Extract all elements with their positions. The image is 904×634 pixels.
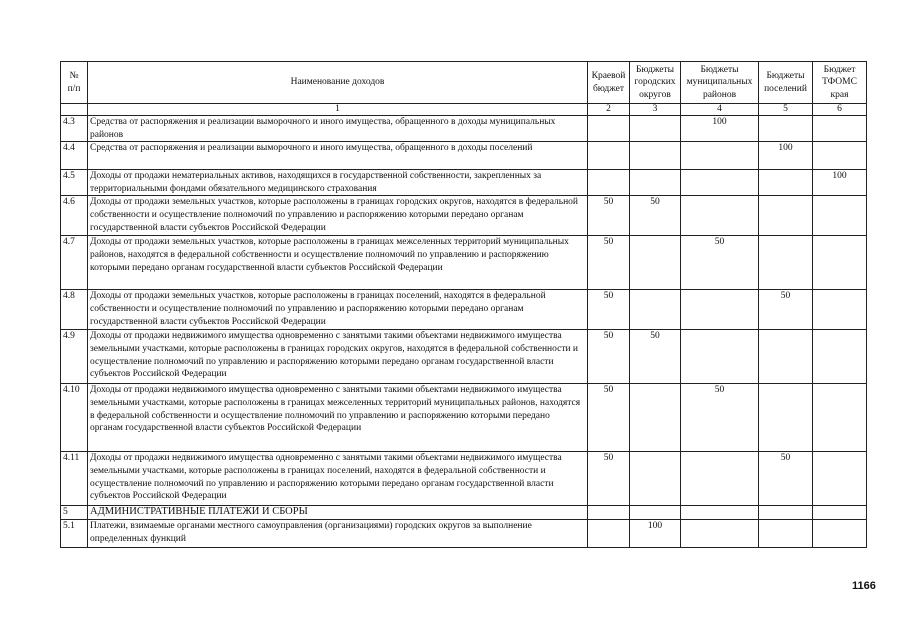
row-number: 5 <box>61 506 88 520</box>
tfoms-value <box>813 116 867 142</box>
tfoms-value <box>813 384 867 452</box>
municipal-value <box>681 196 759 236</box>
revenue-name: Доходы от продажи земельных участков, которые расположены в границах межселенных территорий муниципальных районов, находятся в федеральной собственности и осуществление полномочий по управлению и распоряжению которыми передано органам государственной власти субъектов Российской Федерации <box>88 236 588 290</box>
regional-value: 50 <box>588 384 630 452</box>
city-value <box>630 170 681 196</box>
column-number: 5 <box>759 104 813 116</box>
settlements-value: 50 <box>759 452 813 506</box>
row-number: 4.11 <box>61 452 88 506</box>
row-number: 4.6 <box>61 196 88 236</box>
municipal-value: 100 <box>681 116 759 142</box>
tfoms-value <box>813 290 867 330</box>
table-row <box>61 290 867 330</box>
table-row <box>61 236 867 290</box>
regional-value <box>588 142 630 170</box>
city-value <box>630 384 681 452</box>
row-number: 5.1 <box>61 520 88 548</box>
column-number: 3 <box>630 104 681 116</box>
revenue-name: Средства от распоряжения и реализации выморочного и иного имущества, обращенного в доходы муниципальных районов <box>88 116 588 142</box>
regional-value <box>588 506 630 520</box>
municipal-value <box>681 142 759 170</box>
column-number: 6 <box>813 104 867 116</box>
row-number: 4.9 <box>61 330 88 384</box>
city-value <box>630 236 681 290</box>
row-number: 4.7 <box>61 236 88 290</box>
table-row <box>61 330 867 384</box>
column-number: 4 <box>681 104 759 116</box>
revenue-name: Платежи, взимаемые органами местного самоуправления (организациями) городских округов за выполнение определенных функций <box>88 520 588 548</box>
revenue-distribution-table <box>60 61 867 548</box>
regional-value <box>588 116 630 142</box>
city-value: 100 <box>630 520 681 548</box>
regional-value <box>588 520 630 548</box>
tfoms-value <box>813 506 867 520</box>
regional-value <box>588 170 630 196</box>
revenue-name: Доходы от продажи нематериальных активов, находящихся в государственной собственности, закрепленных за территориальными фондами обязательного медицинского страхования <box>88 170 588 196</box>
municipal-value <box>681 170 759 196</box>
table-row <box>61 452 867 506</box>
table-header-row <box>61 62 867 104</box>
revenue-name: Доходы от продажи недвижимого имущества одновременно с занятыми такими объектами недвижимого имущества земельными участками, которые расположены в границах поселений, находятся в федеральной собственности и осуществление полномочий по управлению и распоряжению которыми передано органам государственной власти субъектов Российской Федерации <box>88 452 588 506</box>
tfoms-value <box>813 520 867 548</box>
header-municipal-budgets: Бюджеты муниципальных районов <box>681 62 759 104</box>
municipal-value: 50 <box>681 384 759 452</box>
city-value: 50 <box>630 330 681 384</box>
settlements-value: 50 <box>759 290 813 330</box>
column-numbers-row <box>61 104 867 116</box>
tfoms-value <box>813 196 867 236</box>
tfoms-value: 100 <box>813 170 867 196</box>
column-number <box>61 104 88 116</box>
table-row <box>61 142 867 170</box>
header-name: Наименование доходов <box>88 62 588 104</box>
regional-value: 50 <box>588 452 630 506</box>
header-regional-budget: Краевой бюджет <box>588 62 630 104</box>
settlements-value <box>759 330 813 384</box>
city-value <box>630 116 681 142</box>
city-value <box>630 142 681 170</box>
row-number: 4.10 <box>61 384 88 452</box>
table-row <box>61 506 867 520</box>
row-number: 4.4 <box>61 142 88 170</box>
row-number: 4.3 <box>61 116 88 142</box>
municipal-value <box>681 506 759 520</box>
city-value <box>630 506 681 520</box>
tfoms-value <box>813 330 867 384</box>
revenue-name: Доходы от продажи недвижимого имущества одновременно с занятыми такими объектами недвижимого имущества земельными участками, которые расположены в границах межселенных территорий муниципальных районов, находятся в федеральной собственности и осуществление полномочий по управлению и распоряжению которыми передано органам государственной власти субъектов Российской Федерации <box>88 384 588 452</box>
regional-value: 50 <box>588 290 630 330</box>
municipal-value <box>681 520 759 548</box>
tfoms-value <box>813 236 867 290</box>
header-tfoms-budget: Бюджет ТФОМС края <box>813 62 867 104</box>
revenue-name: АДМИНИСТРАТИВНЫЕ ПЛАТЕЖИ И СБОРЫ <box>88 506 588 520</box>
table-row <box>61 520 867 548</box>
settlements-value <box>759 116 813 142</box>
settlements-value: 100 <box>759 142 813 170</box>
tfoms-value <box>813 142 867 170</box>
page-number: 1166 <box>852 580 876 592</box>
row-number: 4.5 <box>61 170 88 196</box>
settlements-value <box>759 384 813 452</box>
regional-value: 50 <box>588 196 630 236</box>
header-settlement-budgets: Бюджеты поселений <box>759 62 813 104</box>
column-number: 1 <box>88 104 588 116</box>
header-city-budgets: Бюджеты городских округов <box>630 62 681 104</box>
revenue-name: Доходы от продажи недвижимого имущества одновременно с занятыми такими объектами недвижимого имущества земельными участками, которые расположены в границах городских округов, находятся в федеральной собственности и осуществление полномочий по управлению и распоряжению которыми передано органам государственной власти субъектов Российской Федерации <box>88 330 588 384</box>
city-value <box>630 452 681 506</box>
municipal-value <box>681 330 759 384</box>
table-row <box>61 170 867 196</box>
settlements-value <box>759 506 813 520</box>
municipal-value <box>681 452 759 506</box>
row-number: 4.8 <box>61 290 88 330</box>
revenue-name: Средства от распоряжения и реализации выморочного и иного имущества, обращенного в доходы поселений <box>88 142 588 170</box>
settlements-value <box>759 520 813 548</box>
settlements-value <box>759 170 813 196</box>
municipal-value: 50 <box>681 236 759 290</box>
city-value: 50 <box>630 196 681 236</box>
revenue-name: Доходы от продажи земельных участков, которые расположены в границах поселений, находятся в федеральной собственности и осуществление полномочий по управлению и распоряжению которыми передано органам государственной власти субъектов Российской Федерации <box>88 290 588 330</box>
revenue-name: Доходы от продажи земельных участков, которые расположены в границах городских округов, находятся в федеральной собственности и осуществление полномочий по управлению и распоряжению которыми передано органам государственной власти субъектов Российской Федерации <box>88 196 588 236</box>
table-row <box>61 116 867 142</box>
table-row <box>61 196 867 236</box>
table-row <box>61 384 867 452</box>
regional-value: 50 <box>588 330 630 384</box>
column-number: 2 <box>588 104 630 116</box>
municipal-value <box>681 290 759 330</box>
settlements-value <box>759 236 813 290</box>
city-value <box>630 290 681 330</box>
header-num: № п/п <box>61 62 88 104</box>
regional-value: 50 <box>588 236 630 290</box>
settlements-value <box>759 196 813 236</box>
tfoms-value <box>813 452 867 506</box>
